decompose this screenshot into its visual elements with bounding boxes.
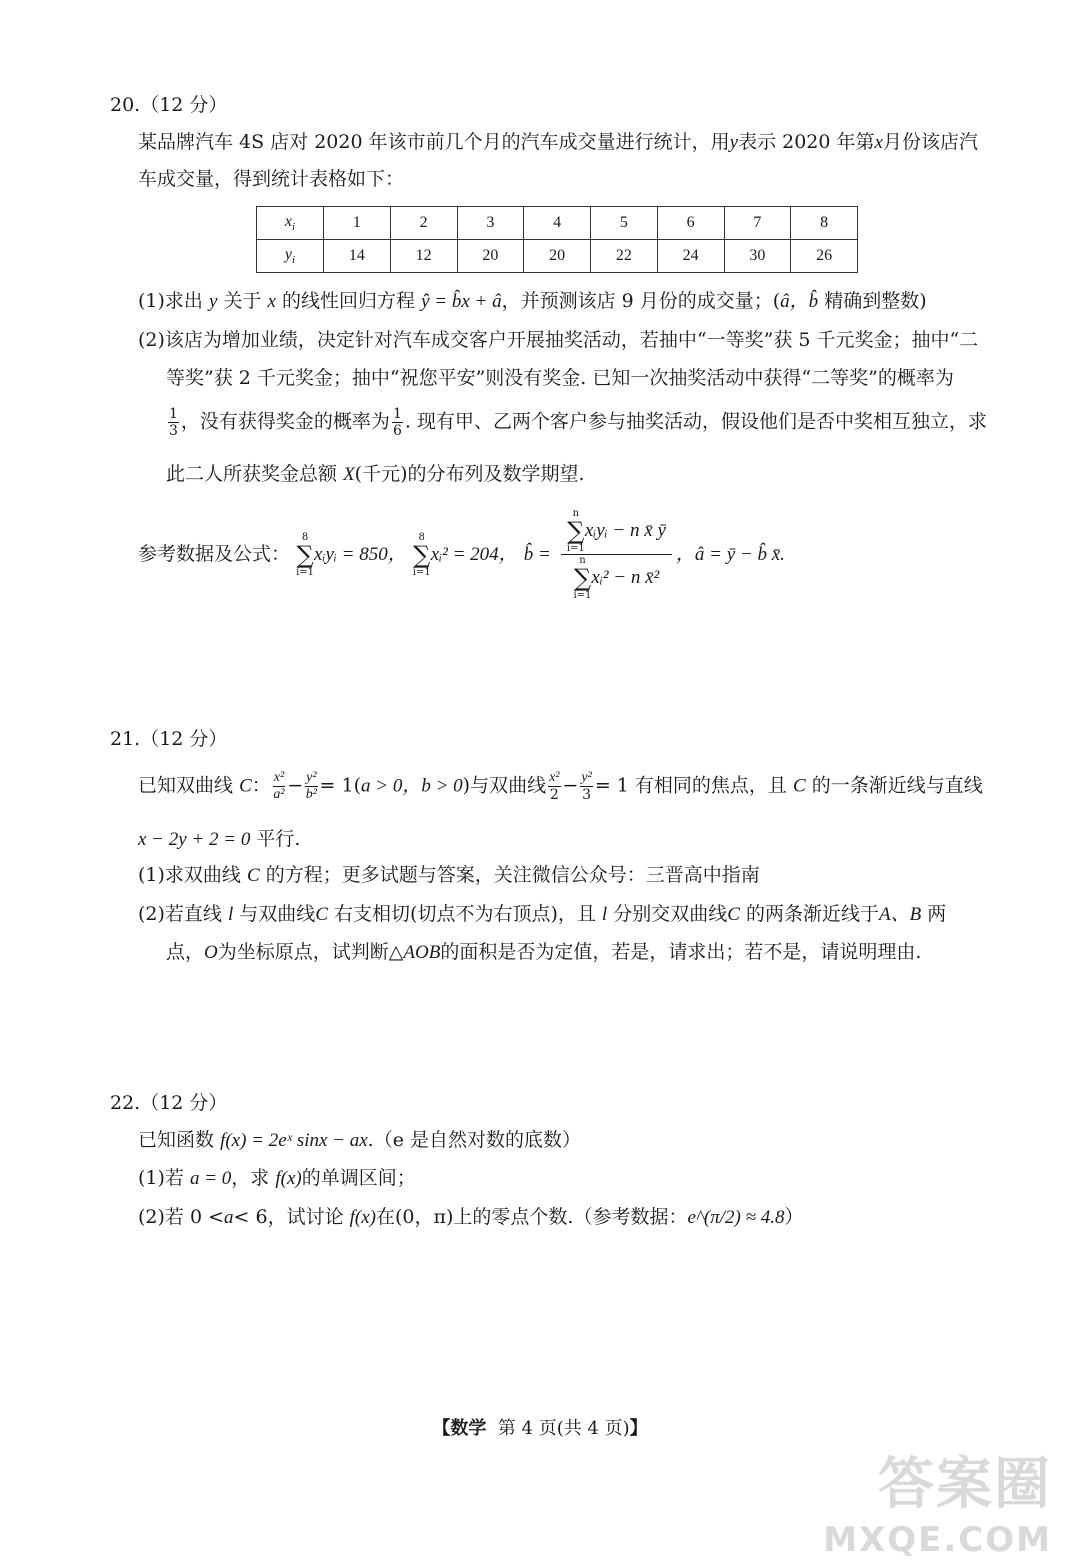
q20-part2-line2: 等奖”获 2 千元奖金；抽中“祝您平安”则没有奖金. 已知一次抽奖活动中获得“二等奖”的概率为 (166, 367, 954, 389)
footer-subject: 数学 (450, 1418, 487, 1439)
fraction-y2-b2: $\frac{\text{y²}}{\text{b²}}$ (305, 770, 317, 802)
watermark (823, 1440, 1052, 1560)
q21-header: 21.（12 分） (110, 728, 228, 750)
table-cell: 7 (724, 207, 791, 240)
data-table (256, 206, 858, 273)
table-cell: 20 (524, 240, 591, 273)
q21-part2-line1: (2)若直线 l 与双曲线C 右支相切(切点不为右顶点)，且 l 分别交双曲线C 的两条渐近线于A、B 两 (138, 903, 947, 925)
table-cell: 6 (657, 207, 724, 240)
q22-part2: (2)若 0 <a< 6，试讨论 f(x)在(0，π)上的零点个数.（参考数据：e^(π/2) ≈ 4.8） (138, 1206, 804, 1228)
table-cell: 22 (591, 240, 658, 273)
table-row (257, 240, 858, 273)
table-cell: 1 (324, 207, 391, 240)
q20-part1: (1)求出 y 关于 x 的线性回归方程 ŷ = b̂x + â，并预测该店 9 月份的成交量；(â，b̂ 精确到整数) (138, 290, 927, 312)
q20-header: 20.（12 分） (110, 94, 228, 116)
q20-part2-line4: 此二人所获奖金总额 X(千元)的分布列及数学期望. (166, 463, 585, 485)
fraction-x2-a2: $\frac{\text{x²}}{\text{a²}}$ (273, 770, 285, 802)
q21-part2-line2: 点，O为坐标原点，试判断△AOB的面积是否为定值，若是，请求出；若不是，请说明理由. (166, 941, 922, 963)
table-cell: 30 (724, 240, 791, 273)
summation-sigma: 8 ∑ i=1 (296, 531, 315, 578)
q20-intro-line1: 某品牌汽车 4S 店对 2020 年该市前几个月的汽车成交量进行统计，用y表示 2020 年第x月份该店汽 (138, 131, 978, 153)
regression-formula-fraction: n ∑ i=1 xᵢyᵢ − n x̄ ȳ n ∑ i=1 xᵢ² − n x̄² (561, 508, 672, 601)
table-cell: 8 (791, 207, 858, 240)
table-cell: 3 (457, 207, 524, 240)
q21-part1: (1)求双曲线 C 的方程；更多试题与答案，关注微信公众号：三晋高中指南 (138, 864, 760, 886)
table-row (257, 207, 858, 240)
q20-part2-line3: $\frac{1}{3}$ ，没有获得奖金的概率为 $\frac{1}{6}$ . 现有甲、乙两个客户参与抽奖活动，假设他们是否中奖相互独立，求 (169, 406, 987, 439)
fraction-one-third: $\frac{1}{3}$ (169, 406, 178, 439)
q21-line2: x − 2y + 2 = 0 平行. (138, 828, 301, 850)
table-cell: 5 (591, 207, 658, 240)
q22-line1: 已知函数 f(x) = 2eˣ sinx − ax.（e 是自然对数的底数） (138, 1129, 581, 1151)
summation-sigma: 8 ∑ i=1 (412, 531, 431, 578)
fraction-x2-2: $\frac{\text{x²}}{2}$ (549, 770, 560, 803)
fraction-y2-3: $\frac{\text{y²}}{3}$ (581, 770, 592, 803)
watermark-url: MXQE.COM (823, 1520, 1052, 1560)
footer-page-number: 第 4 页(共 4 页) (497, 1418, 630, 1439)
page-footer: 【数学 第 4 页(共 4 页)】 (432, 1418, 648, 1439)
table-cell: 4 (524, 207, 591, 240)
q20-part2-line1: (2)该店为增加业绩，决定针对汽车成交客户开展抽奖活动，若抽中“一等奖”获 5 千元奖金；抽中“二 (138, 329, 979, 351)
table-cell: 12 (390, 240, 457, 273)
q20-intro-line2: 车成交量，得到统计表格如下： (138, 168, 405, 190)
watermark-logo-text: 答案圈 (878, 1452, 1052, 1517)
fraction-one-sixth: $\frac{1}{6}$ (392, 406, 402, 439)
table-cell: 26 (791, 240, 858, 273)
q22-part1: (1)若 a = 0，求 f(x)的单调区间； (138, 1167, 416, 1189)
table-cell: 14 (324, 240, 391, 273)
table-cell: 20 (457, 240, 524, 273)
table-cell: 2 (390, 207, 457, 240)
q21-line1: 已知双曲线 C： $\frac{\text{x²}}{\text{a²}}$ − $\frac{\text{y²}}{\text{b²}}$ = 1(a > 0，b > 0)与双曲线 $\frac{\text{x²}}{2}$ − $\frac{\text{y²}}{3}$ = 1 有相同的焦点，且 C 的一条渐近线与直线 (138, 770, 983, 803)
table-row-label-y: $y_i$ (257, 240, 324, 273)
table-cell: 24 (657, 240, 724, 273)
q22-header: 22.（12 分） (110, 1092, 228, 1114)
q20-reference-formula: 参考数据及公式： 8 ∑ i=1 xᵢyᵢ = 850， 8 ∑ i=1 xᵢ² = 204， b̂ = n ∑ i=1 xᵢyᵢ − n x̄ ȳ n ∑ i=1 xᵢ² − n x̄² ，â = ȳ − b̂ x̄. (138, 508, 785, 601)
table-row-label-x: $x_i$ (257, 207, 324, 240)
